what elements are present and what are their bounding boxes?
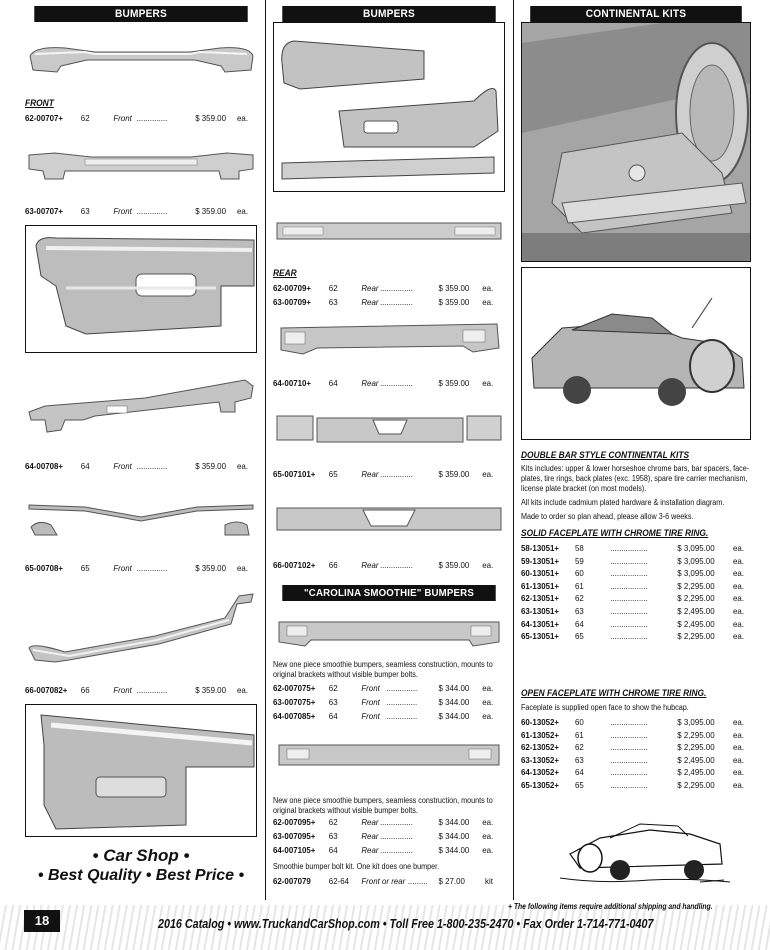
unit: ea.	[733, 606, 745, 616]
description: Front	[113, 461, 132, 471]
year: 65	[80, 563, 90, 573]
description: Rear	[361, 817, 379, 827]
year: 66	[80, 685, 90, 695]
unit: ea.	[482, 378, 494, 388]
dot-leader: .................	[610, 717, 648, 727]
part-number: 65-13051+	[521, 631, 560, 642]
year: 60	[574, 568, 584, 579]
unit: ea.	[482, 845, 494, 855]
smoothie-rear-bumper-image	[273, 737, 505, 777]
year: 61	[574, 729, 584, 740]
bolt-kit-note: Smoothie bumper bolt kit. One kit does one bumper.	[273, 862, 440, 871]
unit: ea.	[482, 560, 494, 570]
price: $ 2,295.00	[677, 742, 715, 753]
unit: ea.	[482, 817, 494, 827]
part-number: 62-007079	[273, 876, 311, 886]
catalog-contact-line: 2016 Catalog • www.TruckandCarShop.com • Toll Free 1-800-235-2470 • Fax Order 1-714-771-0407	[158, 917, 654, 931]
price: $ 2,495.00	[677, 754, 715, 765]
front-bumper-65-image	[25, 495, 257, 543]
part-number: 65-007101+	[273, 469, 316, 479]
description: Front	[113, 206, 132, 216]
unit: ea.	[482, 683, 494, 693]
unit: ea.	[733, 568, 745, 579]
dot-leader: ...............	[379, 845, 413, 855]
dot-leader: .................	[610, 593, 648, 604]
year: 64	[574, 618, 584, 629]
part-number: 63-13051+	[521, 606, 560, 616]
continental-kit-drawing	[560, 808, 730, 890]
price: $ 344.00	[438, 817, 470, 827]
unit: ea.	[733, 754, 745, 765]
unit: kit	[485, 876, 493, 886]
year: 61	[574, 580, 584, 591]
price: $ 359.00	[438, 378, 470, 388]
unit: ea.	[733, 631, 745, 642]
part-number: 64-13052+	[521, 767, 560, 778]
part-number: 62-007095+	[273, 817, 316, 827]
price: $ 359.00	[438, 297, 470, 307]
description: Front	[361, 711, 380, 721]
rear-bumper-62-image	[274, 23, 504, 191]
smoothie-rear-note: New one piece smoothie bumpers, seamless construction, mounts to original brackets without visible bumper bolts.	[273, 796, 493, 815]
bumper-end-box	[25, 704, 257, 837]
dot-leader: ..............	[136, 461, 168, 471]
part-number: 64-007085+	[273, 711, 316, 721]
double-bar-title: DOUBLE BAR STYLE CONTINENTAL KITS	[521, 450, 690, 460]
dot-leader: .................	[610, 742, 648, 753]
part-number: 61-13052+	[521, 729, 560, 740]
part-number: 64-00708+	[25, 461, 64, 471]
dot-leader: ..............	[136, 113, 168, 123]
rear-section-label: REAR	[273, 268, 297, 278]
description: Rear	[361, 469, 379, 479]
description: Front	[113, 563, 132, 573]
description: Rear	[361, 283, 379, 293]
unit: ea.	[482, 283, 494, 293]
price: $ 3,095.00	[677, 543, 715, 553]
part-number: 63-007095+	[273, 831, 316, 841]
bumpers-header-left: BUMPERS	[34, 6, 247, 22]
part-number: 65-00708+	[25, 563, 64, 573]
dot-leader: .................	[610, 580, 648, 591]
part-number: 62-00709+	[273, 283, 312, 293]
unit: ea.	[482, 297, 494, 307]
open-faceplate-title: OPEN FACEPLATE WITH CHROME TIRE RING.	[521, 688, 707, 698]
price: $ 2,295.00	[677, 580, 715, 591]
unit: ea.	[733, 543, 745, 553]
year: 62-64	[328, 876, 350, 886]
year: 63	[328, 831, 338, 841]
part-number: 63-13052+	[521, 754, 560, 765]
price: $ 2,295.00	[677, 780, 715, 790]
year: 64	[328, 711, 338, 721]
slogan-car-shop: • Car Shop •	[92, 846, 190, 865]
unit: ea.	[733, 717, 745, 727]
price: $ 344.00	[438, 683, 470, 693]
part-number: 65-13052+	[521, 780, 560, 790]
year: 62	[328, 817, 338, 827]
price: $ 344.00	[438, 831, 470, 841]
price: $ 359.00	[195, 461, 226, 471]
unit: ea.	[482, 697, 494, 707]
front-bumper-66-image	[25, 588, 257, 673]
carolina-smoothie-header: "CAROLINA SMOOTHIE" BUMPERS	[282, 585, 495, 601]
year: 65	[574, 631, 584, 642]
continental-kit-car-image	[522, 268, 750, 439]
column-divider-left	[265, 0, 266, 900]
front-bumper-64-image	[25, 372, 257, 442]
dot-leader: .................	[610, 606, 648, 616]
unit: ea.	[733, 780, 745, 790]
year: 63	[328, 697, 338, 707]
unit: ea.	[733, 767, 745, 778]
year: 60	[574, 717, 584, 727]
year: 64	[328, 845, 338, 855]
year: 62	[80, 113, 90, 123]
price: $ 359.00	[195, 113, 226, 123]
price: $ 2,495.00	[677, 618, 715, 629]
bumper-closeup-image	[26, 226, 256, 352]
price: $ 2,295.00	[677, 593, 715, 604]
part-number: 63-00709+	[273, 297, 312, 307]
year: 65	[574, 780, 584, 790]
price: $ 344.00	[438, 845, 470, 855]
unit: ea.	[733, 618, 745, 629]
unit: ea.	[237, 461, 249, 471]
year: 63	[574, 754, 584, 765]
part-number: 62-007075+	[273, 683, 316, 693]
description: Front	[113, 113, 132, 123]
price: $ 359.00	[438, 469, 470, 479]
price: $ 359.00	[438, 560, 470, 570]
double-bar-note-hardware: All kits include cadmium plated hardware & installation diagram.	[521, 498, 725, 507]
part-number: 62-13052+	[521, 742, 560, 753]
continental-kit-car-box	[521, 267, 751, 440]
year: 65	[328, 469, 338, 479]
continental-kits-header: CONTINENTAL KITS	[530, 6, 742, 22]
description: Rear	[361, 831, 379, 841]
dot-leader: .................	[610, 729, 648, 740]
part-number: 60-13052+	[521, 717, 560, 727]
slogan-quality-price: • Best Quality • Best Price •	[37, 867, 245, 884]
price: $ 3,095.00	[677, 717, 715, 727]
dot-leader: ...............	[379, 831, 413, 841]
year: 63	[328, 297, 338, 307]
description: Front	[113, 685, 132, 695]
front-bumper-62-image	[25, 38, 257, 83]
part-number: 66-007082+	[25, 685, 68, 695]
year: 63	[80, 206, 90, 216]
column-divider-right	[513, 0, 514, 900]
year: 62	[328, 683, 338, 693]
part-number: 64-007105+	[273, 845, 316, 855]
rear-bumper-66-image	[273, 500, 505, 540]
rear-bumper-63-image	[273, 215, 505, 249]
price: $ 344.00	[438, 697, 470, 707]
year: 58	[574, 543, 584, 553]
bumpers-header-middle: BUMPERS	[282, 6, 495, 22]
front-bumper-63-image	[25, 145, 257, 187]
dot-leader: ...............	[379, 817, 413, 827]
year: 62	[328, 283, 338, 293]
price: $ 359.00	[438, 283, 470, 293]
double-bar-note-kit-contents: Kits includes: upper & lower horseshoe chrome bars, bar spacers, face-plates, tire rings, back plates (exc. 1958), spare tire carrier mechanism, license plate bracket (on most models).	[521, 464, 750, 493]
dot-leader: .................	[610, 631, 648, 642]
year: 62	[574, 593, 584, 604]
continental-kit-photo	[522, 23, 750, 261]
unit: ea.	[237, 685, 249, 695]
part-number: 60-13051+	[521, 568, 560, 579]
dot-leader: ..............	[386, 697, 418, 707]
year: 62	[574, 742, 584, 753]
year: 64	[328, 378, 338, 388]
rear-bumper-65-image	[273, 410, 505, 450]
price: $ 2,295.00	[677, 631, 715, 642]
smoothie-front-bumper-image	[273, 612, 505, 656]
continental-kit-photo-box	[521, 22, 751, 262]
description: Front or rear	[361, 876, 406, 886]
dot-leader: ...............	[379, 469, 413, 479]
dot-leader: .................	[610, 555, 648, 566]
dot-leader: ..............	[136, 685, 168, 695]
price: $ 359.00	[195, 685, 226, 695]
price: $ 27.00	[438, 876, 465, 886]
description: Rear	[361, 560, 379, 570]
bumper-closeup-box	[25, 225, 257, 353]
price: $ 359.00	[195, 206, 226, 216]
dot-leader: .................	[610, 754, 648, 765]
price: $ 359.00	[195, 563, 226, 573]
unit: ea.	[733, 555, 745, 566]
dot-leader: .................	[610, 780, 648, 790]
rear-bumper-box	[273, 22, 505, 192]
solid-faceplate-title: SOLID FACEPLATE WITH CHROME TIRE RING.	[521, 528, 709, 538]
year: 63	[574, 606, 584, 616]
part-number: 62-13051+	[521, 593, 560, 604]
part-number: 63-00707+	[25, 206, 64, 216]
unit: ea.	[237, 113, 249, 123]
shipping-note: + The following items require additional shipping and handling.	[508, 902, 713, 911]
unit: ea.	[733, 593, 745, 604]
open-faceplate-note: Faceplate is supplied open face to show the hubcap.	[521, 703, 689, 712]
price: $ 2,295.00	[677, 729, 715, 740]
part-number: 64-13051+	[521, 618, 560, 629]
unit: ea.	[733, 580, 745, 591]
part-number: 59-13051+	[521, 555, 560, 566]
double-bar-note-lead-time: Made to order so plan ahead, please allow 3-6 weeks.	[521, 512, 694, 521]
front-section-label: FRONT	[25, 98, 54, 108]
year: 64	[80, 461, 90, 471]
dot-leader: ...............	[379, 297, 413, 307]
part-number: 58-13051+	[521, 543, 560, 553]
rear-bumper-64-image	[273, 318, 505, 362]
dot-leader: ...............	[379, 560, 413, 570]
dot-leader: ..............	[136, 206, 168, 216]
description: Rear	[361, 297, 379, 307]
description: Front	[361, 683, 380, 693]
dot-leader: .................	[610, 618, 648, 629]
unit: ea.	[482, 831, 494, 841]
price: $ 3,095.00	[677, 555, 715, 566]
unit: ea.	[733, 742, 745, 753]
description: Rear	[361, 378, 379, 388]
year: 64	[574, 767, 584, 778]
dot-leader: ...............	[379, 378, 413, 388]
unit: ea.	[482, 711, 494, 721]
part-number: 63-007075+	[273, 697, 316, 707]
dot-leader: .................	[610, 543, 648, 553]
price: $ 2,495.00	[677, 767, 715, 778]
unit: ea.	[237, 563, 249, 573]
description: Front	[361, 697, 380, 707]
dot-leader: ..............	[386, 683, 418, 693]
part-number: 62-00707+	[25, 113, 64, 123]
dot-leader: ..............	[386, 711, 418, 721]
smoothie-front-note: New one piece smoothie bumpers, seamless construction, mounts to original brackets without visible bumper bolts.	[273, 660, 493, 679]
page-number: 18	[24, 910, 60, 932]
unit: ea.	[733, 729, 745, 740]
year: 59	[574, 555, 584, 566]
description: Rear	[361, 845, 379, 855]
unit: ea.	[237, 206, 249, 216]
dot-leader: .................	[610, 568, 648, 579]
unit: ea.	[482, 469, 494, 479]
part-number: 61-13051+	[521, 580, 560, 591]
dot-leader: .................	[610, 767, 648, 778]
price: $ 2,495.00	[677, 606, 715, 616]
price: $ 344.00	[438, 711, 470, 721]
part-number: 64-00710+	[273, 378, 312, 388]
dot-leader: .........	[407, 876, 428, 886]
year: 66	[328, 560, 338, 570]
dot-leader: ..............	[136, 563, 168, 573]
bumper-end-image	[26, 705, 256, 836]
price: $ 3,095.00	[677, 568, 715, 579]
part-number: 66-007102+	[273, 560, 316, 570]
dot-leader: ...............	[379, 283, 413, 293]
